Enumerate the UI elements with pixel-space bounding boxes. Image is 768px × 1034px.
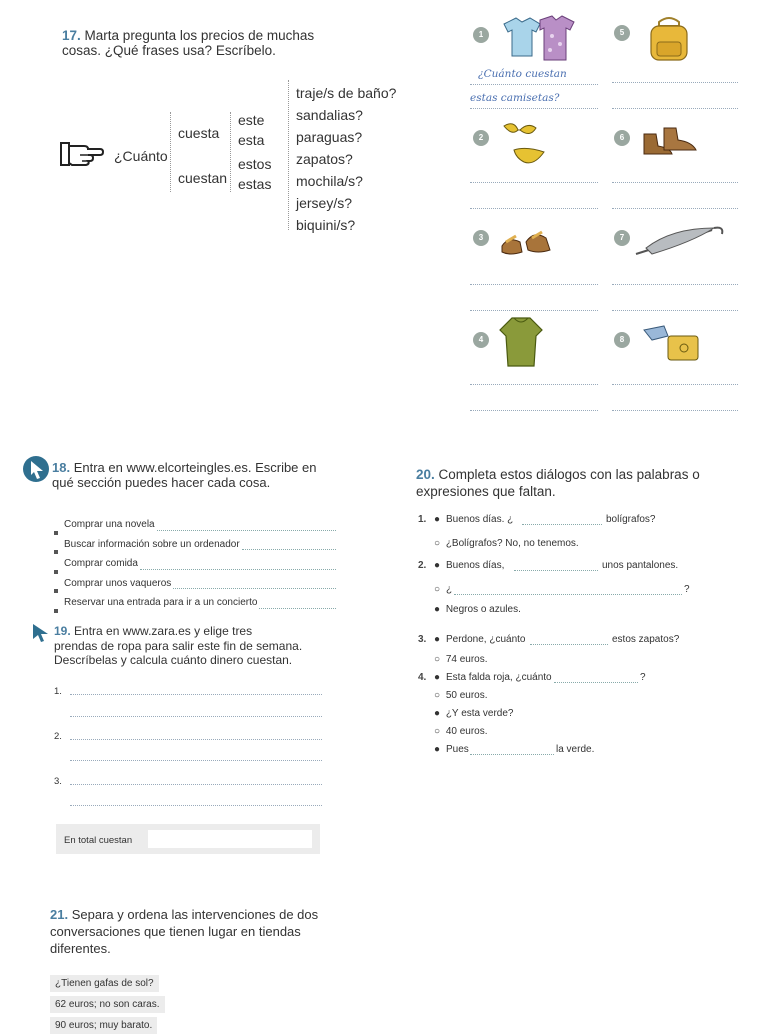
dialogue-card[interactable]: 62 euros; no son caras. [50,996,165,1013]
ex21-title-line2: conversaciones que tienen lugar en tiendas [50,924,301,939]
speaker-a-bullet: ● [434,560,441,571]
speaker-b-bullet: ○ [434,538,441,549]
ex19-title [54,624,354,668]
item-number-4: 4 [473,332,489,348]
dialogue-line: Perdone, ¿cuánto [446,634,526,645]
dialogue-line: ? [684,584,690,595]
ex21-number: 21. [50,907,69,922]
item-number-7: 7 [614,230,630,246]
item-number-8: 8 [614,332,630,348]
item-biquini: biquini/s? [296,217,356,233]
table-col-estos: estos [238,156,272,172]
item-mochila: mochila/s? [296,173,363,189]
answer-line-2b [470,208,598,209]
dialogue-line: ¿Bolígrafos? No, no tenemos. [445,538,579,549]
blank-field[interactable] [554,682,638,683]
answer-line-5b [612,108,738,109]
ex18-title [52,460,352,490]
ex18-title-line1: Entra en www.elcorteingles.es. Escribe en [73,460,317,475]
dialogue-line: Esta falda roja, ¿cuánto [446,672,552,683]
answer-line-6b [612,208,738,209]
pointing-hand-icon [60,140,104,173]
blank-field[interactable] [522,524,602,525]
item-number-1: 1 [473,27,489,43]
item-traje: traje/s de baño? [296,85,397,101]
dialogue-line: Buenos días. ¿ [446,514,514,525]
jersey-image [496,314,546,375]
answer-field[interactable] [140,569,336,570]
dialogue-line: la verde. [556,744,595,755]
table-col-items [296,82,396,236]
list-item: Reservar una entrada para ir a un concierto [54,593,336,613]
total-input[interactable] [148,830,312,848]
blank-field[interactable] [454,594,682,595]
internet-arrow-icon-18 [22,455,50,488]
camisetas-image [500,14,576,69]
answer-line-4b [470,410,598,411]
answer-line-3b [470,310,598,311]
dialogue-line: ¿ [446,584,453,595]
item-sandalias: sandalias? [296,107,363,123]
example-answer-line1: ¿Cuánto cuestan [478,68,567,80]
ex19-number: 19. [54,624,71,638]
dialogue-number: 1. [418,514,427,525]
ex20-title [416,466,746,500]
answer-field[interactable] [259,608,336,609]
dialogue-line: 40 euros. [445,726,488,737]
dialogue-line: Negros o azules. [445,604,521,615]
speaker-a-bullet: ● [434,634,441,645]
dialogue-number: 4. [418,672,427,683]
table-divider-1 [170,112,171,192]
dialogue-line: estos zapatos? [612,634,680,645]
answer-line-8a [612,384,738,385]
answer-line-4a [470,384,598,385]
ex19-title-line3: Descríbelas y calcula cuánto dinero cuestan. [54,653,293,667]
answer-line-3a [470,284,598,285]
paraguas-image [632,222,728,263]
total-label: En total cuestan [64,835,133,846]
ex19-answer-line[interactable] [70,716,322,717]
blank-field[interactable] [470,754,554,755]
speaker-b-bullet: ○ [434,690,441,701]
dialogue-line: unos pantalones. [602,560,679,571]
ex19-number-2: 2. [54,731,62,742]
dialogue-card[interactable]: 90 euros; muy barato. [50,1017,157,1034]
internet-arrow-icon-19 [30,621,52,648]
speaker-b-bullet: ○ [434,654,441,665]
item-paraguas: paraguas? [296,129,363,145]
list-item: Comprar comida [54,554,336,574]
ex17-title [62,28,392,58]
table-col-cuestan: cuestan [178,170,228,186]
speaker-b-bullet: ○ [434,726,441,737]
total-box [56,824,320,854]
list-item: Comprar unos vaqueros [54,574,336,594]
ex18-title-line2: qué sección puedes hacer cada cosa. [52,475,271,490]
ex19-number-3: 3. [54,776,62,787]
mochila-image [645,14,693,69]
answer-line-7b [612,310,738,311]
speaker-a-bullet: ● [434,604,441,615]
answer-line-6a [612,182,738,183]
ex19-answer-line[interactable] [70,784,322,785]
ex19-answer-line[interactable] [70,805,322,806]
ex18-list [54,515,336,613]
ex19-answer-line[interactable] [70,694,322,695]
item-jersey: jersey/s? [296,195,353,211]
speaker-a-bullet: ● [434,708,441,719]
blank-field[interactable] [530,644,608,645]
table-divider-3 [288,80,289,230]
table-col-este: este [238,112,265,128]
table-divider-2 [230,112,231,192]
ex20-title-line2: expresiones que faltan. [416,484,556,499]
ex19-title-line2: prendas de ropa para salir este fin de semana. [54,638,303,653]
ex19-number-1: 1. [54,686,62,697]
ex20-number: 20. [416,467,435,482]
dialogue-number: 2. [418,560,427,571]
table-col-esta: esta [238,132,265,148]
answer-line-1a [470,84,598,85]
speaker-a-bullet: ● [434,744,441,755]
speaker-b-bullet: ○ [434,584,441,595]
ex20-title-line1: Completa estos diálogos con las palabras o [438,467,700,482]
dialogue-line: bolígrafos? [606,514,656,525]
answer-field[interactable] [173,588,336,589]
ex19-title-line1: Entra en www.zara.es y elige tres [74,624,253,638]
ex21-title-line3: diferentes. [50,941,111,956]
answer-line-8b [612,410,738,411]
dialogue-number: 3. [418,634,427,645]
ex17-title-line1: Marta pregunta los precios de muchas [84,28,315,43]
ex17-title-line2: cosas. ¿Qué frases usa? Escríbelo. [62,43,276,58]
item-number-5: 5 [614,25,630,41]
dialogue-line: ? [640,672,646,683]
speaker-a-bullet: ● [434,514,441,525]
ex21-title [50,906,350,957]
dialogue-line: Buenos días, [446,560,505,571]
ex19-answer-line[interactable] [70,760,322,761]
answer-field[interactable] [157,530,336,531]
table-col-cuanto: ¿Cuánto [114,148,168,164]
answer-line-1b [470,108,598,109]
biquini-image [500,118,552,175]
answer-line-5a [612,82,738,83]
dialogue-card[interactable]: ¿Tienen gafas de sol? [50,975,159,992]
traje-de-bano-image [640,322,702,371]
answer-line-2a [470,182,598,183]
table-col-cuesta: cuesta [178,125,220,141]
dialogue-line: Pues [446,744,469,755]
ex17-number: 17. [62,28,81,43]
item-number-3: 3 [473,230,489,246]
ex18-number: 18. [52,460,71,475]
answer-field[interactable] [242,549,336,550]
dialogue-line: ¿Y esta verde? [445,708,514,719]
item-number-2: 2 [473,130,489,146]
blank-field[interactable] [514,570,598,571]
ex21-title-line1: Separa y ordena las intervenciones de dos [71,907,319,922]
sandalias-image [498,222,554,267]
dialogue-line: 50 euros. [445,690,488,701]
list-item: Buscar información sobre un ordenador [54,535,336,555]
list-item: Comprar una novela [54,515,336,535]
zapatos-image [640,122,700,167]
ex19-answer-line[interactable] [70,739,322,740]
table-col-estas: estas [238,176,272,192]
answer-line-7a [612,284,738,285]
item-zapatos: zapatos? [296,151,353,167]
dialogue-line: 74 euros. [445,654,488,665]
item-number-6: 6 [614,130,630,146]
speaker-a-bullet: ● [434,672,441,683]
example-answer-line2: estas camisetas? [470,92,560,104]
